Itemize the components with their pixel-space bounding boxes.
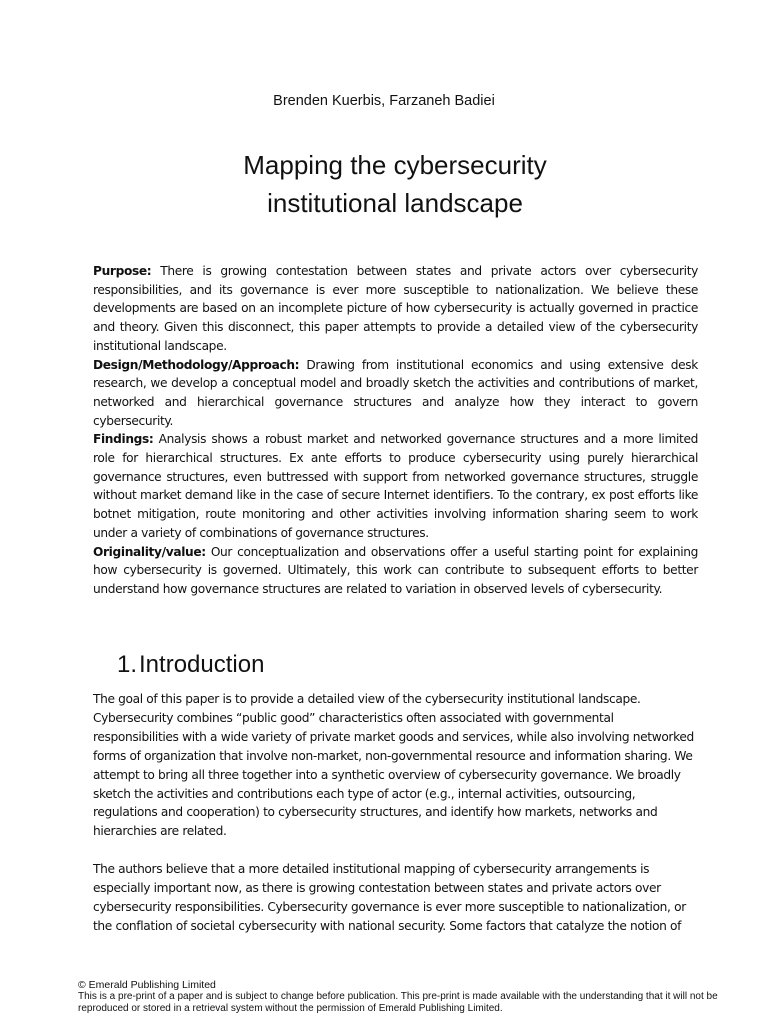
structured-abstract (93, 262, 698, 599)
section-number: 1. (117, 651, 138, 678)
abstract-purpose (93, 262, 698, 356)
paper-title-line-1: Mapping the cybersecurity (243, 150, 547, 180)
abstract-originality (93, 543, 698, 599)
footer-copyright: © Emerald Publishing Limited (78, 979, 216, 991)
abstract-originality-label: Originality/value: (93, 544, 206, 559)
abstract-purpose-text: There is growing contestation between states and private actors over cybersecurity responsibilities, and its governance is ever more susceptible to nationalization. We believe these developments are based on an incomplete picture of how cybersecurity is actually governed in practice and theory. Given this disconnect, this paper attempts to provide a detailed view of the cybersecurity institutional landscape. (93, 264, 698, 353)
body-paragraph-2: The authors believe that a more detailed institutional mapping of cybersecurity arrangements is especially important now, as there is growing contestation between states and private actors over cybersecurity responsibilities. Cybersecurity governance is ever more susceptible to nationalization, or the conflation of societal cybersecurity with national security. Some factors that catalyze the notion of (93, 862, 686, 933)
body-paragraph-1: The goal of this paper is to provide a detailed view of the cybersecurity institutional landscape. Cybersecurity combines “public good” characteristics often associated with governmental responsibilities with a wide variety of private market goods and services, while also involving networked forms of organization that involve non-market, non-governmental resource and information sharing. We attempt to bring all three together into a synthetic overview of cybersecurity governance. We broadly sketch the activities and contributions each type of actor (e.g., internal activities, outsourcing, regulations and cooperation) to cybersecurity structures, and identify how markets, networks and hierarchies are related. (93, 692, 694, 839)
paper-title-line-2: institutional landscape (267, 188, 523, 218)
abstract-findings-text: Analysis shows a robust market and networked governance structures and a more limited role for hierarchical structures. Ex ante efforts to produce cybersecurity using purely hierarchical governance structures, even buttressed with support from networked governance structures, struggle without market demand like in the case of secure Internet identifiers. To the contrary, ex post efforts like botnet mitigation, route monitoring and other activities involving information sharing seem to work under a variety of combinations of governance structures. (93, 432, 698, 540)
page-footer (78, 979, 718, 1015)
section-title: Introduction (139, 651, 265, 678)
abstract-design-text: Drawing from institutional economics and using extensive desk research, we develop a conceptual model and broadly sketch the activities and contributions of market, networked and hierarchical governance structures and analyze how they interact to govern cybersecurity. (93, 357, 698, 428)
abstract-design-label: Design/Methodology/Approach: (93, 357, 300, 372)
abstract-purpose-label: Purpose: (93, 264, 152, 278)
abstract-design (93, 356, 698, 431)
abstract-findings (93, 430, 698, 542)
paper-title (0, 146, 768, 222)
body-text (93, 690, 698, 955)
footer-notice: This is a pre-print of a paper and is subject to change before publication. This pre-print is made available with the understanding that it will not be reproduced or stored in a retrieval system without the permission of Emerald Publishing Limited. (78, 991, 718, 1014)
section-heading (117, 651, 264, 679)
abstract-originality-text: Our conceptualization and observations offer a useful starting point for explaining how cybersecurity is governed. Ultimately, this work can contribute to subsequent efforts to better understand how governance structures are related to variation in observed levels of cybersecurity. (93, 544, 698, 596)
abstract-findings-label: Findings: (93, 432, 154, 447)
author-names: Brenden Kuerbis, Farzaneh Badiei (273, 93, 495, 109)
